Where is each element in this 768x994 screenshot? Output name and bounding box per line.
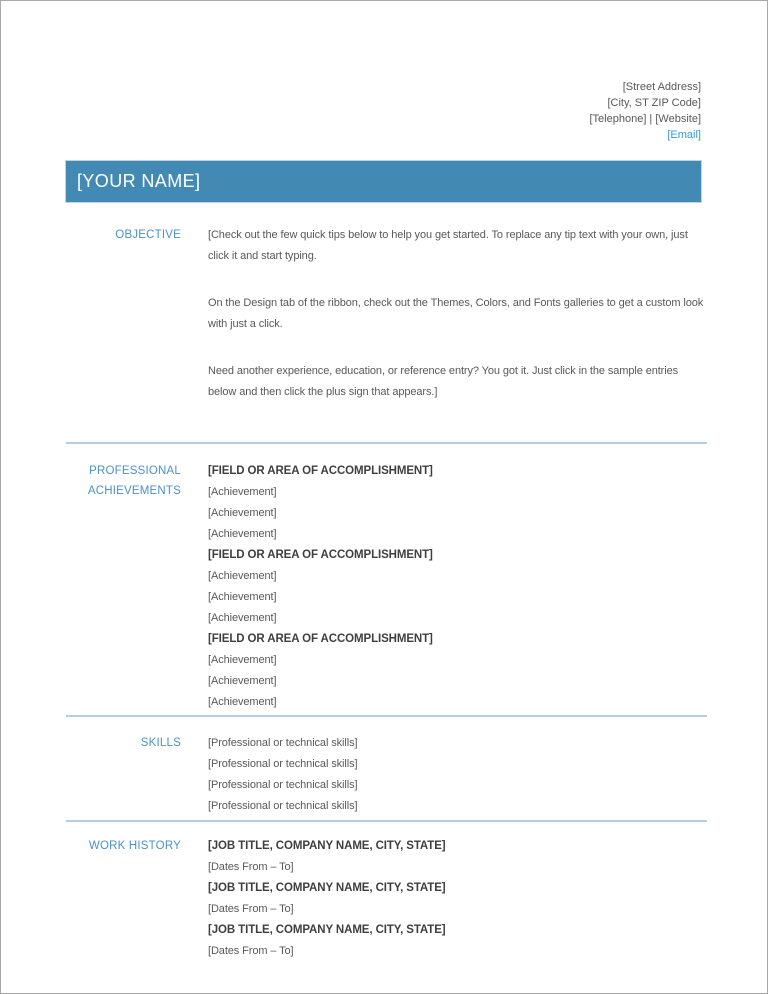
job-title-heading: [JOB TITLE, COMPANY NAME, CITY, STATE] bbox=[208, 882, 446, 894]
skill-item: [Professional or technical skills] bbox=[208, 758, 358, 770]
skill-item: [Professional or technical skills] bbox=[208, 737, 358, 749]
street-address: [Street Address] bbox=[622, 81, 701, 93]
document-body bbox=[66, 202, 707, 972]
accomplishment-field-heading: [FIELD OR AREA OF ACCOMPLISHMENT] bbox=[208, 549, 433, 561]
achievement-item: [Achievement] bbox=[208, 507, 277, 519]
objective-section bbox=[66, 202, 707, 442]
telephone-website: [Telephone] | [Website] bbox=[589, 113, 701, 125]
objective-paragraph: Need another experience, education, or reference entry? You got it. Just click in the sample entries below and then click the plus sign that appears.] bbox=[208, 365, 679, 398]
work-history-label: WORK HISTORY bbox=[88, 840, 181, 852]
your-name-text: [YOUR NAME] bbox=[77, 171, 201, 191]
job-title-heading: [JOB TITLE, COMPANY NAME, CITY, STATE] bbox=[208, 924, 446, 936]
achievement-item: [Achievement] bbox=[208, 486, 277, 498]
job-dates: [Dates From – To] bbox=[208, 861, 294, 873]
accomplishment-field-heading: [FIELD OR AREA OF ACCOMPLISHMENT] bbox=[208, 465, 433, 477]
professional-achievements-section bbox=[66, 442, 707, 715]
job-dates: [Dates From – To] bbox=[208, 903, 294, 915]
skills-label: SKILLS bbox=[140, 737, 181, 749]
objective-paragraph: [Check out the few quick tips below to help you get started. To replace any tip text with your own, just click it and start typing. bbox=[208, 229, 688, 262]
work-history-section bbox=[66, 820, 707, 972]
professional-achievements-label: PROFESSIONAL ACHIEVEMENTS bbox=[87, 465, 181, 497]
skills-section bbox=[66, 715, 707, 820]
achievement-item: [Achievement] bbox=[208, 528, 277, 540]
email-link[interactable]: [Email] bbox=[667, 129, 701, 141]
achievement-item: [Achievement] bbox=[208, 696, 277, 708]
achievement-item: [Achievement] bbox=[208, 570, 277, 582]
achievement-item: [Achievement] bbox=[208, 654, 277, 666]
achievement-item: [Achievement] bbox=[208, 591, 277, 603]
name-banner bbox=[66, 161, 701, 202]
objective-paragraph: On the Design tab of the ribbon, check out the Themes, Colors, and Fonts galleries to get a custom look with just a click. bbox=[208, 297, 704, 330]
contact-block bbox=[590, 79, 702, 143]
job-dates: [Dates From – To] bbox=[208, 945, 294, 957]
skill-item: [Professional or technical skills] bbox=[208, 800, 358, 812]
skill-item: [Professional or technical skills] bbox=[208, 779, 358, 791]
accomplishment-field-heading: [FIELD OR AREA OF ACCOMPLISHMENT] bbox=[208, 633, 433, 645]
city-state-zip: [City, ST ZIP Code] bbox=[607, 97, 701, 109]
achievement-item: [Achievement] bbox=[208, 612, 277, 624]
job-title-heading: [JOB TITLE, COMPANY NAME, CITY, STATE] bbox=[208, 840, 446, 852]
achievement-item: [Achievement] bbox=[208, 675, 277, 687]
objective-label: OBJECTIVE bbox=[115, 229, 181, 241]
